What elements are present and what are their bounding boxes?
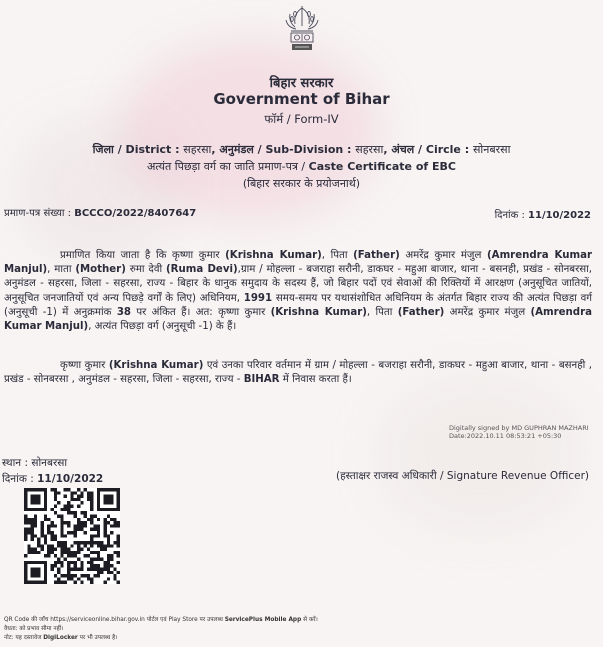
signing-date xyxy=(2,472,103,486)
paragraph-bold: (Father) xyxy=(353,250,400,261)
header-hindi-title: बिहार सरकार xyxy=(269,76,334,91)
footer-digilocker-note xyxy=(4,635,117,642)
issue-date xyxy=(495,207,591,221)
certificate-title-hindi: अत्यंत पिछड़ा वर्ग का जाति प्रमाण-पत्र / xyxy=(146,160,309,173)
signing-date-label: दिनांक : xyxy=(2,473,38,485)
paragraph-text: अमरेंद्र कुमार मंजुल xyxy=(399,250,488,261)
place xyxy=(2,456,67,470)
paragraph-text: समय-समय पर यथासंशोधित अधिनियम के अंतर्गत बिहार राज्य की अत्यंत पिछड़ा वर्ग (अनुसूची -1) में अनुक्रमांक xyxy=(4,292,592,318)
header-english-title: Government of Bihar xyxy=(213,90,390,108)
footer-validity: वैधता: को प्रभाव सीमा नहीं। xyxy=(4,626,64,632)
paragraph-text: कृष्णा कुमार xyxy=(60,360,109,371)
paragraph-bold: (Krishna Kumar) xyxy=(270,306,367,318)
paragraph-text: पर अंकित हैं। अत: कृष्णा कुमार xyxy=(131,306,271,318)
paragraph-text: , पिता xyxy=(366,306,398,318)
paragraph-text: , अत्यंत पिछड़ा वर्ग (अनुसूची -1) के हैं। xyxy=(88,321,237,333)
form-number: फॉर्म / Form-IV xyxy=(264,112,339,126)
certificate-number-value: BCCCO/2022/8407647 xyxy=(74,208,197,219)
footer-bold: ServicePlus Mobile App xyxy=(224,617,302,623)
paragraph-text: अमरेंद्र कुमार मंजुल xyxy=(444,306,531,318)
paragraph-bold: (Amrendra Kumar Manjul) xyxy=(4,250,592,276)
certificate-paragraph-2 xyxy=(4,359,592,387)
certificate-title-english: Caste Certificate of EBC xyxy=(308,160,456,173)
district-label: जिला / District : xyxy=(92,143,184,156)
paragraph-bold: (Krishna Kumar) xyxy=(225,250,322,261)
stain-mark xyxy=(120,40,380,220)
certificate-purpose: (बिहार सरकार के प्रयोजनार्थ) xyxy=(242,177,361,190)
circle-value: सोनबरसा xyxy=(472,143,511,156)
paragraph-bold: (Amrendra Kumar Manjul) xyxy=(4,306,592,333)
certificate-title xyxy=(0,159,603,174)
paragraph-bold: (Father) xyxy=(397,306,445,318)
paragraph-text: एवं उनका परिवार वर्तमान में ग्राम / मोहल्ला - बजराहा सरौनी, डाकघर - महुआ बाजार, थाना - बसनही , प्रखंड - सोनबरसा , अनुमंडल - सहरसा, जिला - सहरसा, राज्य - xyxy=(4,360,593,386)
footer-text: QR Code की जाँच https://serviceonline.bihar.gov.in पोर्टल एवं Play Store पर उपलब्ध xyxy=(4,617,225,623)
signing-date-value: 11/10/2022 xyxy=(37,473,104,485)
place-label: स्थान : xyxy=(2,457,32,469)
digital-signature-signer: Digitally signed by MD GUPHRAN MAZHARI xyxy=(449,424,589,432)
footer-text: नोट: यह दस्तावेज xyxy=(4,635,44,641)
paragraph-bold: (Krishna Kumar) xyxy=(108,360,204,371)
paragraph-text: , पिता xyxy=(321,250,354,261)
paragraph-text: ,ग्राम / मोहल्ला - बजराहा सरौनी, डाकघर - महुआ बाजार, थाना - बसनही, प्रखंड - सोनबरसा, अनुमंडल - सहरसा, जिला - सहरसा, राज्य - बिहार के धानुक समुदाय के सदस्य हैं, जो बिहार पदों एवं सेवाओं की रिक्तियों में आरक्षण (अनुसूचित जातियों, अनुसूचित जनजातियों एवं अन्य पिछड़े वर्गों के लिए) अधिनियम, xyxy=(4,264,592,304)
paragraph-text: रुमा देवी xyxy=(125,264,167,276)
district-line xyxy=(0,142,603,157)
footer-qr-note xyxy=(4,617,318,624)
qr-code-icon xyxy=(24,488,120,584)
paragraph-bold: (Ruma Devi) xyxy=(166,264,238,276)
paragraph-bold: 1991 xyxy=(243,292,273,304)
issue-date-value: 11/10/2022 xyxy=(528,210,591,221)
footer-text: पर भी उपलब्ध है। xyxy=(77,635,118,641)
paragraph-bold: BIHAR xyxy=(243,374,280,386)
paragraph-bold: (Mother) xyxy=(75,264,126,276)
circle-label: , अंचल / Circle : xyxy=(383,143,473,156)
digital-signature xyxy=(449,424,589,440)
footer-text: से करें। xyxy=(301,617,318,623)
issue-date-label: दिनांक : xyxy=(494,210,529,221)
certificate-number-label: प्रमाण-पत्र संख्या : xyxy=(4,208,75,219)
certificate-number xyxy=(4,205,196,219)
paragraph-bold: 38 xyxy=(116,306,132,318)
paragraph-text: प्रमाणित किया जाता है कि कृष्णा कुमार xyxy=(60,250,226,261)
signature-revenue-officer: (हस्ताक्षर राजस्व अधिकारी / Signature Revenue Officer) xyxy=(335,470,589,482)
place-value: सोनबरसा xyxy=(31,457,68,469)
digital-signature-date: Date:2022.10.11 08:53:21 +05:30 xyxy=(449,432,562,440)
paragraph-text: , माता xyxy=(47,264,76,276)
paragraph-text: में निवास करता हैं। xyxy=(279,374,352,386)
footer-bold: DigiLocker xyxy=(43,635,78,641)
district-value: सहरसा xyxy=(183,143,212,156)
certificate-paragraph-1 xyxy=(4,249,592,334)
subdivision-label: , अनुमंडल / Sub-Division : xyxy=(211,143,356,156)
stain-mark xyxy=(380,380,580,530)
bihar-emblem-icon xyxy=(281,4,323,54)
subdivision-value: सहरसा xyxy=(355,143,384,156)
